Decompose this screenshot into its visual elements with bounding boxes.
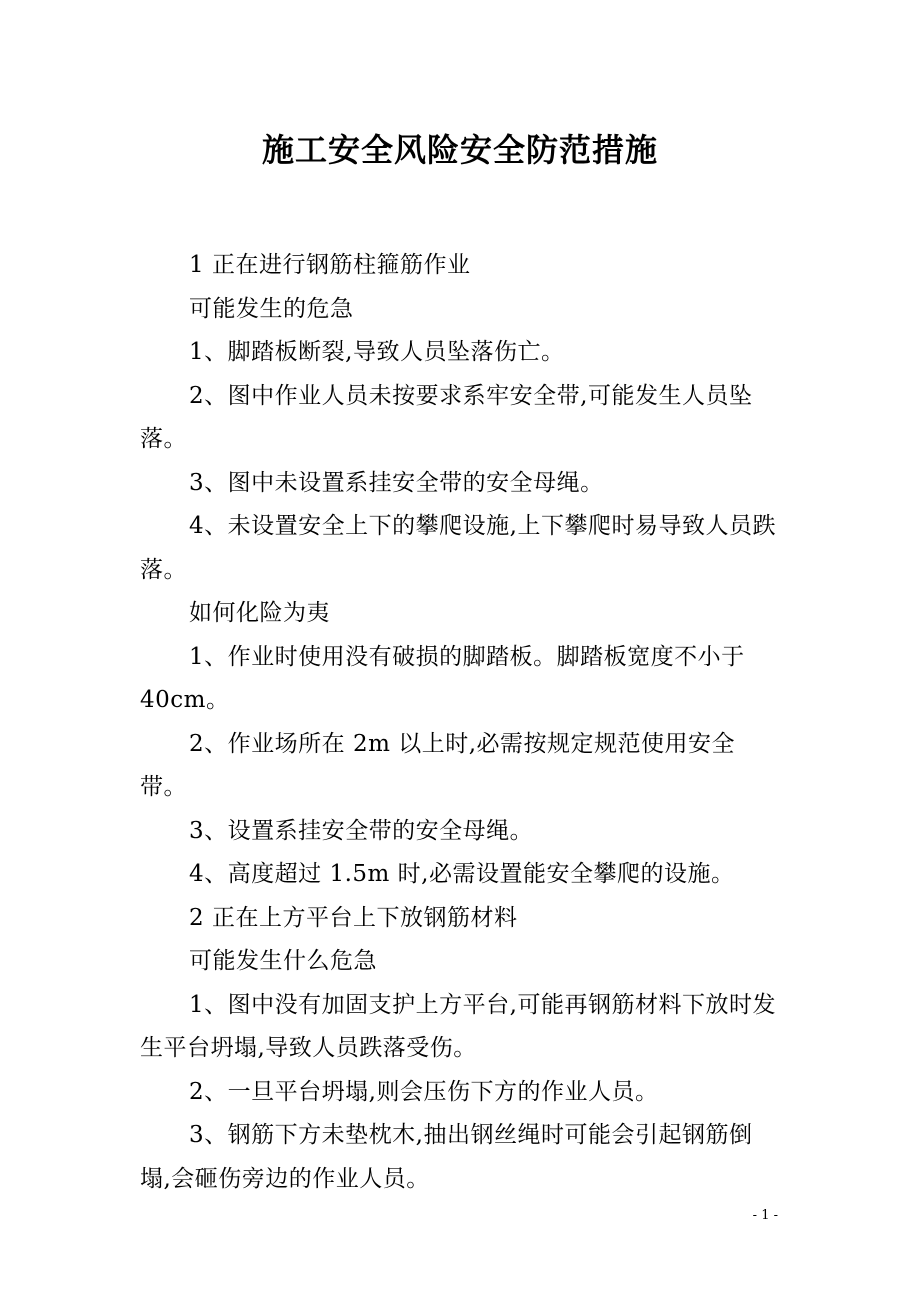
subheading: 可能发生什么危急 [189, 948, 377, 974]
section-heading: 2 正在上方平台上下放钢筋材料 [189, 904, 518, 931]
page-number: - 1 - [752, 1208, 778, 1223]
paragraph: 4、高度超过 1.5m 时,必需设置能安全攀爬的设施。 [189, 861, 735, 887]
paragraph: 4、未设置安全上下的攀爬设施,上下攀爬时易导致人员跌落。 [140, 513, 776, 583]
subheading: 可能发生的危急 [189, 295, 354, 322]
paragraph: 3、钢筋下方未垫枕木,抽出钢丝绳时可能会引起钢筋倒塌,会砸伤旁边的作业人员。 [140, 1122, 753, 1192]
paragraph: 3、图中未设置系挂安全带的安全母绳。 [189, 469, 604, 496]
section-heading: 1 正在进行钢筋柱箍筋作业 [189, 252, 471, 278]
document-title: 施工安全风险安全防范措施 [261, 131, 658, 169]
paragraph: 2、图中作业人员未按要求系牢安全带,可能发生人员坠落。 [140, 382, 753, 452]
subheading: 如何化险为夷 [189, 600, 330, 626]
paragraph: 1、图中没有加固支护上方平台,可能再钢筋材料下放时发生平台坍塌,导致人员跌落受伤。 [140, 991, 776, 1061]
document-body [140, 244, 780, 1201]
paragraph: 1、作业时使用没有破损的脚踏板。脚踏板宽度不小于40cm。 [140, 643, 745, 713]
paragraph: 2、作业场所在 2m 以上时,必需按规定规范使用安全带。 [140, 730, 736, 800]
paragraph: 2、一旦平台坍塌,则会压伤下方的作业人员。 [189, 1078, 659, 1105]
paragraph: 3、设置系挂安全带的安全母绳。 [189, 817, 534, 844]
paragraph: 1、脚踏板断裂,导致人员坠落伤亡。 [189, 339, 565, 365]
